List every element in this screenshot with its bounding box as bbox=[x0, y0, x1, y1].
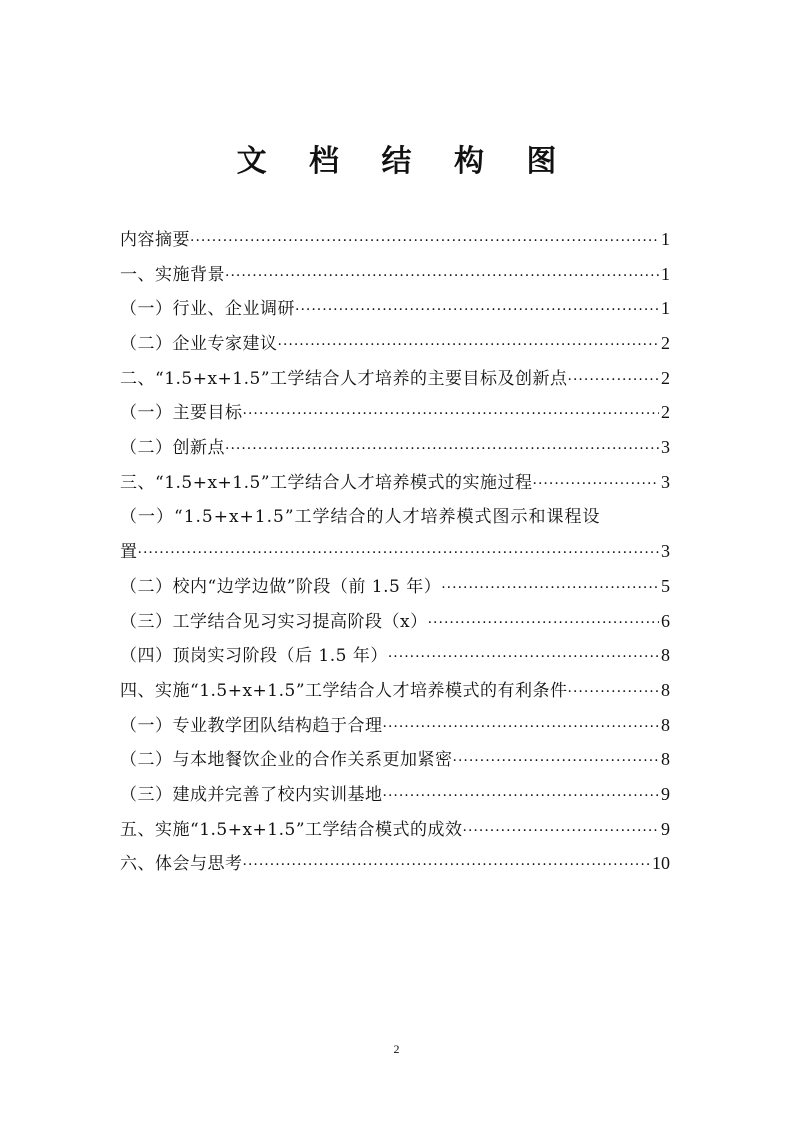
toc-entry-section-6[interactable] bbox=[120, 846, 670, 881]
toc-entry-section-1-2[interactable] bbox=[120, 326, 670, 361]
toc-dot-leader bbox=[383, 779, 660, 814]
toc-dot-leader bbox=[388, 640, 659, 675]
toc-entry-page: 5 bbox=[661, 575, 670, 596]
toc-entry-page: 1 bbox=[661, 298, 670, 319]
toc-entry-section-4-3[interactable] bbox=[120, 777, 670, 812]
toc-entry-abstract[interactable] bbox=[120, 222, 670, 257]
toc-entry-label-line2: 置 bbox=[120, 542, 138, 563]
toc-entry-label: 一、实施背景 bbox=[120, 264, 225, 285]
toc-entry-page: 2 bbox=[661, 333, 670, 354]
toc-entry-label: 三、“1.5+x+1.5”工学结合人才培养模式的实施过程 bbox=[120, 472, 533, 493]
page-number: 2 bbox=[393, 1042, 400, 1056]
document-title: 文 档 结 构 图 bbox=[236, 144, 573, 179]
toc-entry-label: （二）企业专家建议 bbox=[120, 334, 278, 355]
toc-entry-section-5[interactable] bbox=[120, 812, 670, 847]
toc-dot-leader bbox=[225, 259, 659, 294]
toc-entry-section-4-1[interactable] bbox=[120, 708, 670, 743]
toc-entry-label: （二）校内“边学边做”阶段（前 1.5 年） bbox=[120, 576, 442, 597]
toc-dot-leader bbox=[243, 397, 660, 432]
toc-entry-section-2-1[interactable] bbox=[120, 395, 670, 430]
toc-entry-section-2[interactable] bbox=[120, 361, 670, 396]
toc-entry-page: 9 bbox=[661, 818, 670, 839]
toc-dot-leader bbox=[428, 606, 659, 641]
toc-entry-section-4-2[interactable] bbox=[120, 742, 670, 777]
toc-entry-page: 8 bbox=[661, 749, 670, 770]
toc-entry-page: 3 bbox=[661, 471, 670, 492]
toc-dot-leader bbox=[383, 710, 660, 745]
toc-entry-section-4[interactable] bbox=[120, 673, 670, 708]
toc-entry-label: （二）创新点 bbox=[120, 438, 225, 459]
toc-entry-section-3[interactable] bbox=[120, 465, 670, 500]
toc-dot-leader bbox=[295, 293, 659, 328]
toc-dot-leader bbox=[225, 432, 659, 467]
toc-entry-label: （一）主要目标 bbox=[120, 403, 243, 424]
toc-entry-section-3-1[interactable] bbox=[120, 500, 670, 569]
toc-entry-page: 1 bbox=[661, 229, 670, 249]
toc-dot-leader bbox=[441, 571, 659, 606]
toc-entry-page: 10 bbox=[652, 853, 670, 874]
toc-entry-page: 3 bbox=[661, 437, 670, 458]
toc-entry-label: （一）专业教学团队结构趋于合理 bbox=[120, 715, 383, 736]
toc-entry-label: （二）与本地餐饮企业的合作关系更加紧密 bbox=[120, 750, 453, 771]
toc-entry-section-2-2[interactable] bbox=[120, 430, 670, 465]
toc-entry-label: 五、实施“1.5+x+1.5”工学结合模式的成效 bbox=[120, 819, 463, 840]
toc-entry-label: 内容摘要 bbox=[120, 230, 190, 250]
toc-entry-label: 二、“1.5+x+1.5”工学结合人才培养的主要目标及创新点 bbox=[120, 368, 568, 389]
toc-entry-label: 四、实施“1.5+x+1.5”工学结合人才培养模式的有利条件 bbox=[120, 680, 568, 701]
toc-dot-leader bbox=[138, 536, 660, 571]
toc-dot-leader bbox=[190, 224, 659, 259]
toc-entry-page: 2 bbox=[661, 402, 670, 423]
toc-entry-label: （三）建成并完善了校内实训基地 bbox=[120, 785, 383, 805]
toc-entry-section-1-1[interactable] bbox=[120, 291, 670, 326]
toc-dot-leader bbox=[243, 848, 651, 883]
toc-entry-page: 8 bbox=[661, 645, 670, 666]
toc-entry-section-1[interactable] bbox=[120, 257, 670, 292]
toc-entry-label: （四）顶岗实习阶段（后 1.5 年） bbox=[120, 646, 388, 667]
toc-dot-leader bbox=[533, 467, 659, 502]
toc-dot-leader bbox=[453, 744, 660, 779]
toc-entry-page: 6 bbox=[661, 610, 670, 631]
toc-dot-leader bbox=[463, 814, 659, 849]
toc-entry-label: （一）行业、企业调研 bbox=[120, 299, 295, 320]
toc-dot-leader bbox=[568, 675, 659, 710]
toc-entry-page: 3 bbox=[661, 541, 670, 562]
toc-entry-page: 1 bbox=[661, 263, 670, 284]
toc-entry-page: 2 bbox=[661, 367, 670, 388]
toc-entry-page: 9 bbox=[661, 784, 670, 804]
toc-entry-section-3-4[interactable] bbox=[120, 638, 670, 673]
toc-dot-leader bbox=[278, 328, 660, 363]
toc-entry-label: 六、体会与思考 bbox=[120, 854, 243, 875]
toc-entry-page: 8 bbox=[661, 679, 670, 700]
toc-entry-label-line1: （一）“1.5+x+1.5”工学结合的人才培养模式图示和课程设 bbox=[120, 506, 601, 527]
toc-entry-section-3-2[interactable] bbox=[120, 569, 670, 604]
table-of-contents bbox=[120, 222, 670, 881]
toc-entry-page: 8 bbox=[661, 714, 670, 735]
toc-entry-section-3-3[interactable] bbox=[120, 604, 670, 639]
toc-dot-leader bbox=[568, 363, 659, 398]
toc-entry-label: （三）工学结合见习实习提高阶段（x） bbox=[120, 611, 428, 632]
